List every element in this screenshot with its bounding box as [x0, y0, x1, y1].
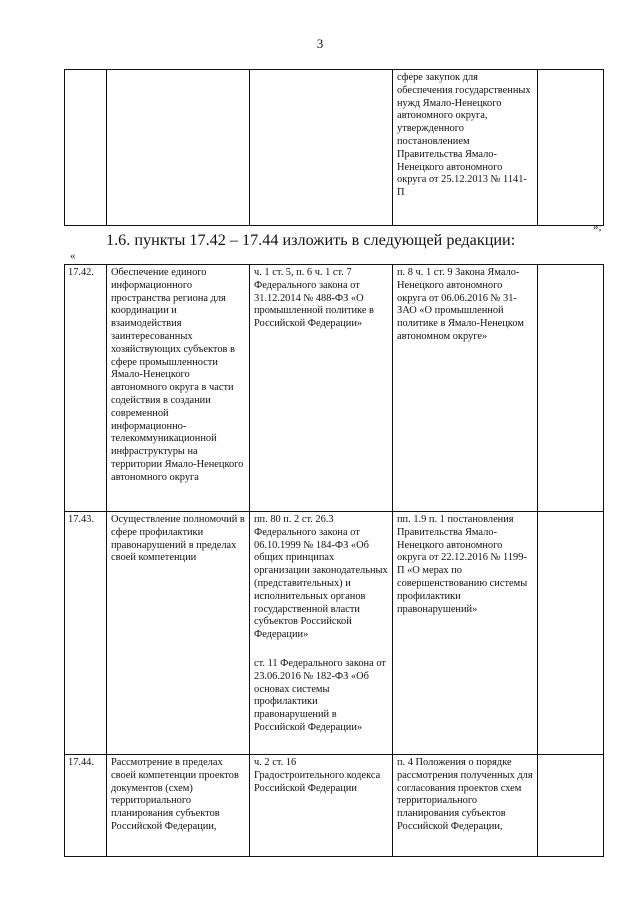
amendment-table — [64, 264, 604, 857]
table-cell-num — [65, 70, 107, 226]
row-function: Осуществление полномочий в сфере профилактики правонарушений в пределах своей компетенции — [107, 512, 250, 755]
table-cell-empty — [538, 70, 604, 226]
row-function: Рассмотрение в пределах своей компетенции проектов документов (схем) территориального планирования субъектов Российской Федерации, — [107, 755, 250, 857]
row-number: 17.43. — [65, 512, 107, 755]
page-number: 3 — [316, 36, 324, 51]
row-regional-basis: п. 4 Положения о порядке рассмотрения полученных для согласования проектов схем территориального планирования субъектов Российской Федерации, — [393, 755, 538, 857]
row-function: Обеспечение единого информационного пространства региона для координации и взаимодействия заинтересованных хозяйствующих субъектов в сфере промышленности Ямало-Ненецкого автономного округа в части содействия в создании современной информационно-телекоммуникационной инфраструктуры на территории Ямало-Ненецкого автономного округа — [107, 265, 250, 512]
row-number: 17.42. — [65, 265, 107, 512]
top-table-continuation — [64, 69, 604, 226]
row-federal-basis — [250, 512, 393, 755]
table-row — [65, 755, 604, 857]
closing-quote: »; — [593, 221, 602, 233]
table-row — [65, 512, 604, 755]
federal-basis-text-2: ст. 11 Федерального закона от 23.06.2016 № 182-ФЗ «Об основах системы профилактики правонарушений в Российской Федерации» — [254, 657, 386, 733]
table-row — [65, 70, 604, 226]
amendment-heading: 1.6. пункты 17.42 – 17.44 изложить в следующей редакции: — [106, 231, 516, 249]
row-empty-cell — [538, 512, 604, 755]
table-row — [65, 265, 604, 512]
row-federal-basis: ч. 1 ст. 5, п. 6 ч. 1 ст. 7 Федерального закона от 31.12.2014 № 488-ФЗ «О промышленной политике в Российской Федерации» — [250, 265, 393, 512]
table-cell-function — [107, 70, 250, 226]
row-empty-cell — [538, 755, 604, 857]
federal-basis-text: пп. 80 п. 2 ст. 26.3 Федерального закона от 06.10.1999 № 184-ФЗ «Об общих принципах организации законодательных (представительных) и исполнительных органов государственной власти субъектов Российской Федерации» — [254, 514, 388, 641]
row-regional-basis: п. 8 ч. 1 ст. 9 Закона Ямало-Ненецкого автономного округа от 06.06.2016 № 31-ЗАО «О промышленной политике в Ямало-Ненецком автономном округе» — [393, 265, 538, 512]
opening-quote: « — [70, 250, 76, 262]
row-regional-basis: пп. 1.9 п. 1 постановления Правительства Ямало-Ненецкого автономного округа от 22.12.2016 № 1199-П «О мерах по совершенствованию системы профилактики правонарушений» — [393, 512, 538, 755]
table-cell-regional: сфере закупок для обеспечения государственных нужд Ямало-Ненецкого автономного округа, утвержденного постановлением Правительства Ямало-Ненецкого автономного округа от 25.12.2013 № 1141-П — [393, 70, 538, 226]
row-empty-cell — [538, 265, 604, 512]
table-cell-federal — [250, 70, 393, 226]
row-number: 17.44. — [65, 755, 107, 857]
row-federal-basis: ч. 2 ст. 16 Градостроительного кодекса Российской Федерации — [250, 755, 393, 857]
